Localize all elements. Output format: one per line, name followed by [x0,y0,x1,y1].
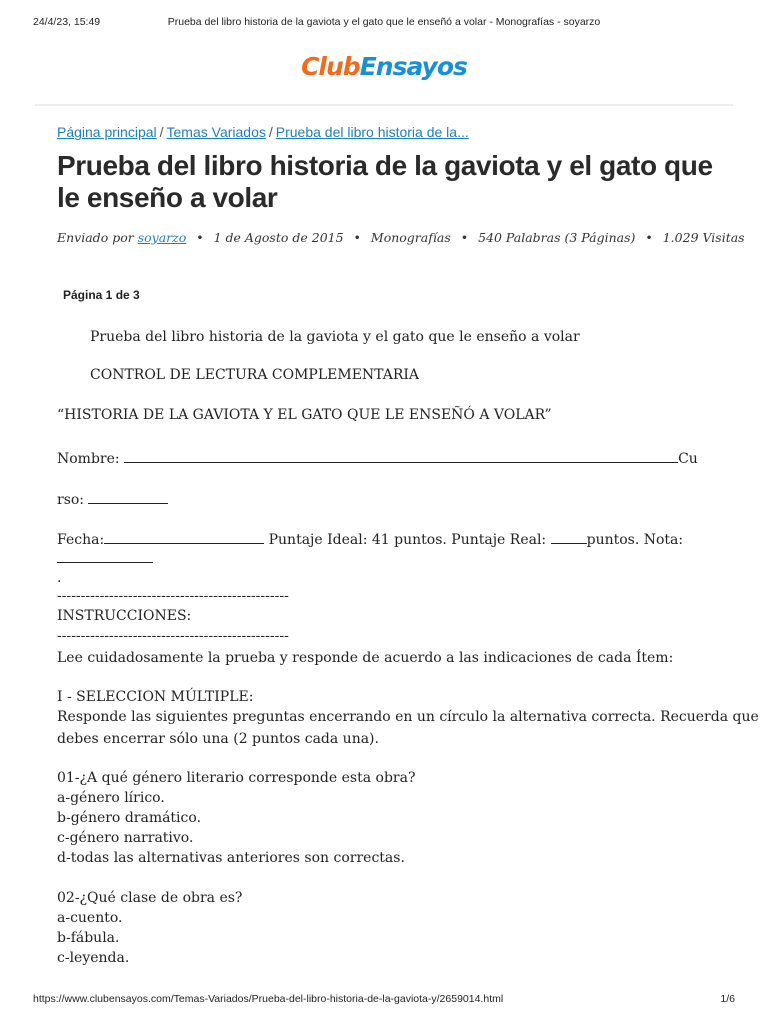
breadcrumb-current-link[interactable]: Prueba del libro historia de la... [275,124,469,140]
q2-option-b: b-fábula. [57,930,120,946]
nombre-label: Nombre: [57,451,120,467]
curso-row [57,489,168,508]
question-1: 01-¿A qué género literario corresponde esta obra? [57,770,416,786]
meta-bullet: • [196,230,204,245]
q1-option-b: b-género dramático. [57,810,202,826]
category: Monografías [370,230,451,245]
meta-bullet: • [460,230,469,245]
question-2: 02-¿Qué clase de obra es? [57,890,243,906]
breadcrumb-category-link[interactable]: Temas Variados [166,124,266,140]
word-count: 540 Palabras (3 Páginas) [478,230,636,245]
nota-blank [57,548,153,563]
breadcrumb-separator: / [268,124,273,140]
page-indicator: Página 1 de 3 [63,288,140,302]
sent-by-label: Enviado por [57,230,134,245]
logo-ensayos: Ensayos [359,52,467,81]
instrucciones-heading: INSTRUCCIONES: [57,608,192,624]
print-page-number: 1/6 [720,993,735,1005]
publish-date: 1 de Agosto de 2015 [213,230,344,245]
meta-bullet: • [353,230,361,245]
article-meta [57,230,745,245]
q1-option-d: d-todas las alternativas anteriores son correctas. [57,850,405,866]
breadcrumb-home-link[interactable]: Página principal [57,124,157,140]
curso-blank [88,489,168,504]
print-datetime: 24/4/23, 15:49 [33,16,101,28]
clubensayos-logo[interactable] [35,52,733,81]
q1-option-a: a-género lírico. [57,790,165,806]
print-page-title: Prueba del libro historia de la gaviota y el gato que le enseñó a volar - Monografías - soyarzo [167,16,601,28]
nombre-blank [124,448,678,463]
nombre-row [57,448,698,467]
puntaje-real-blank [551,529,587,544]
section-heading: I - SELECCION MÚLTIPLE: [57,689,254,705]
fecha-label: Fecha: [57,532,105,548]
breadcrumb [57,124,737,140]
doc-book-title: “HISTORIA DE LA GAVIOTA Y EL GATO QUE LE ENSEÑÓ A VOLAR” [57,407,552,423]
dash-line: ------------------------------------------------- [57,628,289,644]
nota-row [57,548,153,567]
lee-line: Lee cuidadosamente la prueba y responde de acuerdo a las indicaciones de cada Ítem: [57,650,674,666]
period-line: . [57,570,62,586]
site-header [35,38,733,106]
fecha-blank [104,529,264,544]
fecha-row [57,529,683,548]
q2-option-c: c-leyenda. [57,950,130,966]
doc-control-line: CONTROL DE LECTURA COMPLEMENTARIA [90,367,420,383]
print-url: https://www.clubensayos.com/Temas-Variados/Prueba-del-libro-historia-de-la-gaviota-y/2659014.html [33,993,504,1005]
author-link[interactable]: soyarzo [137,230,187,245]
q1-option-c: c-género narrativo. [57,830,194,846]
breadcrumb-separator: / [159,124,164,140]
print-header [0,16,768,30]
curso-label: rso: [57,492,85,508]
q2-option-a: a-cuento. [57,910,123,926]
doc-title-line: Prueba del libro historia de la gaviota y el gato que le enseño a volar [90,329,580,345]
puntaje-ideal: Puntaje Ideal: 41 puntos. Puntaje Real: [268,532,547,548]
responde-line-1: Responde las siguientes preguntas encerrando en un círculo la alternativa correcta. Recuerda que [57,709,759,725]
nombre-end: Cu [678,451,698,467]
visit-count: 1.029 Visitas [662,230,745,245]
print-footer [0,993,768,1007]
meta-bullet: • [645,230,653,245]
puntos-nota: puntos. Nota: [586,532,684,548]
logo-club: Club [301,52,360,81]
responde-line-2: debes encerrar sólo una (2 puntos cada una). [57,731,379,747]
dash-line: ------------------------------------------------- [57,588,289,604]
page-title: Prueba del libro historia de la gaviota y el gato que le enseño a volar [57,150,713,213]
